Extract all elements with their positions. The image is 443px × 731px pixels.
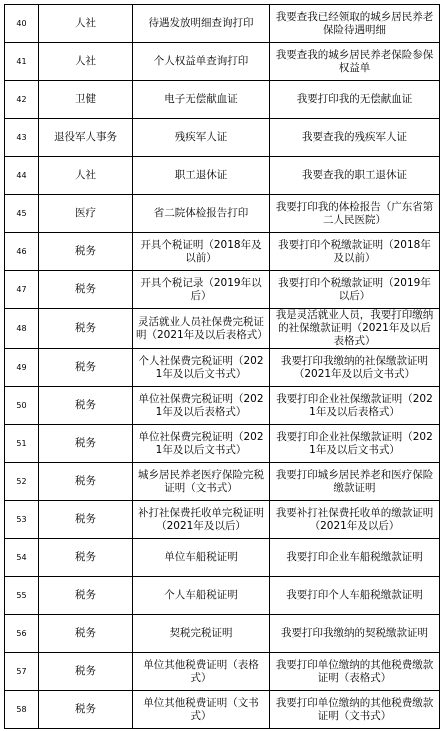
row-number-cell: 42	[5, 81, 39, 119]
table-row	[5, 195, 440, 233]
department-cell: 税务	[39, 615, 133, 653]
department-cell: 税务	[39, 577, 133, 615]
table-row	[5, 425, 440, 463]
table-row	[5, 349, 440, 387]
service-description-cell: 我要打印我缴纳的社保缴款证明（2021年及以后文书式）	[270, 349, 440, 387]
service-item-cell: 单位其他税费证明（表格式）	[133, 653, 270, 691]
row-number-cell: 51	[5, 425, 39, 463]
department-cell: 人社	[39, 157, 133, 195]
table-row	[5, 577, 440, 615]
department-cell: 税务	[39, 539, 133, 577]
service-description-cell: 我要打印企业社保缴款证明（2021年及以后文书式）	[270, 425, 440, 463]
table-row	[5, 653, 440, 691]
department-cell: 税务	[39, 271, 133, 309]
table-row	[5, 501, 440, 539]
table-row	[5, 387, 440, 425]
department-cell: 税务	[39, 387, 133, 425]
service-description-cell: 我要打印企业车船税缴款证明	[270, 539, 440, 577]
service-description-cell: 我要打印城乡居民养老和医疗保险缴款证明	[270, 463, 440, 501]
table-row	[5, 615, 440, 653]
row-number-cell: 46	[5, 233, 39, 271]
row-number-cell: 47	[5, 271, 39, 309]
department-cell: 退役军人事务	[39, 119, 133, 157]
row-number-cell: 55	[5, 577, 39, 615]
department-cell: 税务	[39, 501, 133, 539]
service-description-cell: 我要查我已经领取的城乡居民养老保险待遇明细	[270, 5, 440, 43]
row-number-cell: 41	[5, 43, 39, 81]
department-cell: 税务	[39, 309, 133, 349]
row-number-cell: 43	[5, 119, 39, 157]
table-row	[5, 119, 440, 157]
table-row	[5, 43, 440, 81]
row-number-cell: 45	[5, 195, 39, 233]
service-item-cell: 电子无偿献血证	[133, 81, 270, 119]
service-item-cell: 开具个税记录（2019年以后）	[133, 271, 270, 309]
service-item-cell: 开具个税证明（2018年及以前）	[133, 233, 270, 271]
department-cell: 医疗	[39, 195, 133, 233]
service-item-cell: 补打社保费托收单完税证明（2021年及以后）	[133, 501, 270, 539]
table-row	[5, 233, 440, 271]
table-row	[5, 81, 440, 119]
service-item-cell: 单位社保费完税证明（2021年及以后表格式）	[133, 387, 270, 425]
service-item-cell: 灵活就业人员社保费完税证明（2021年及以后表格式）	[133, 309, 270, 349]
row-number-cell: 50	[5, 387, 39, 425]
service-table	[4, 4, 440, 729]
row-number-cell: 54	[5, 539, 39, 577]
service-item-cell: 待遇发放明细查询打印	[133, 5, 270, 43]
service-item-cell: 省二院体检报告打印	[133, 195, 270, 233]
service-description-cell: 我要打印企业社保缴款证明（2021年及以后表格式）	[270, 387, 440, 425]
department-cell: 人社	[39, 43, 133, 81]
row-number-cell: 52	[5, 463, 39, 501]
department-cell: 税务	[39, 233, 133, 271]
service-description-cell: 我要打印我的无偿献血证	[270, 81, 440, 119]
service-description-cell: 我要打印个税缴款证明（2018年及以前）	[270, 233, 440, 271]
department-cell: 税务	[39, 349, 133, 387]
table-row	[5, 691, 440, 729]
table-row	[5, 463, 440, 501]
table-row	[5, 271, 440, 309]
table-row	[5, 309, 440, 349]
department-cell: 税务	[39, 691, 133, 729]
service-item-cell: 单位其他税费证明（文书式）	[133, 691, 270, 729]
table-row	[5, 5, 440, 43]
service-item-cell: 城乡居民养老医疗保险完税证明（文书式）	[133, 463, 270, 501]
service-item-cell: 个人车船税证明	[133, 577, 270, 615]
row-number-cell: 44	[5, 157, 39, 195]
service-item-cell: 职工退休证	[133, 157, 270, 195]
service-description-cell: 我要打印个人车船税缴款证明	[270, 577, 440, 615]
service-item-cell: 单位社保费完税证明（2021年及以后文书式）	[133, 425, 270, 463]
service-description-cell: 我要查我的职工退休证	[270, 157, 440, 195]
service-description-cell: 我要打印单位缴纳的其他税费缴款证明（文书式）	[270, 691, 440, 729]
service-item-cell: 契税完税证明	[133, 615, 270, 653]
department-cell: 卫健	[39, 81, 133, 119]
service-description-cell: 我要打印我缴纳的契税缴款证明	[270, 615, 440, 653]
service-description-cell: 我要查我的残疾军人证	[270, 119, 440, 157]
service-description-cell: 我要查我的城乡居民养老保险参保权益单	[270, 43, 440, 81]
row-number-cell: 48	[5, 309, 39, 349]
service-description-cell: 我要打印单位缴纳的其他税费缴款证明（表格式）	[270, 653, 440, 691]
table-row	[5, 539, 440, 577]
department-cell: 税务	[39, 425, 133, 463]
row-number-cell: 53	[5, 501, 39, 539]
row-number-cell: 40	[5, 5, 39, 43]
service-description-cell: 我要打印个税缴款证明（2019年以后）	[270, 271, 440, 309]
department-cell: 税务	[39, 653, 133, 691]
service-item-cell: 单位车船税证明	[133, 539, 270, 577]
row-number-cell: 57	[5, 653, 39, 691]
department-cell: 税务	[39, 463, 133, 501]
row-number-cell: 56	[5, 615, 39, 653]
service-description-cell: 我是灵活就业人员，我要打印缴纳的社保缴款证明（2021年及以后表格式）	[270, 309, 440, 349]
row-number-cell: 49	[5, 349, 39, 387]
service-item-cell: 个人社保费完税证明（2021年及以后文书式）	[133, 349, 270, 387]
row-number-cell: 58	[5, 691, 39, 729]
service-item-cell: 个人权益单查询打印	[133, 43, 270, 81]
service-description-cell: 我要补打社保费托收单的缴款证明（2021年及以后）	[270, 501, 440, 539]
table-row	[5, 157, 440, 195]
service-description-cell: 我要打印我的体检报告（广东省第二人民医院）	[270, 195, 440, 233]
department-cell: 人社	[39, 5, 133, 43]
service-table-body	[5, 5, 440, 729]
service-item-cell: 残疾军人证	[133, 119, 270, 157]
